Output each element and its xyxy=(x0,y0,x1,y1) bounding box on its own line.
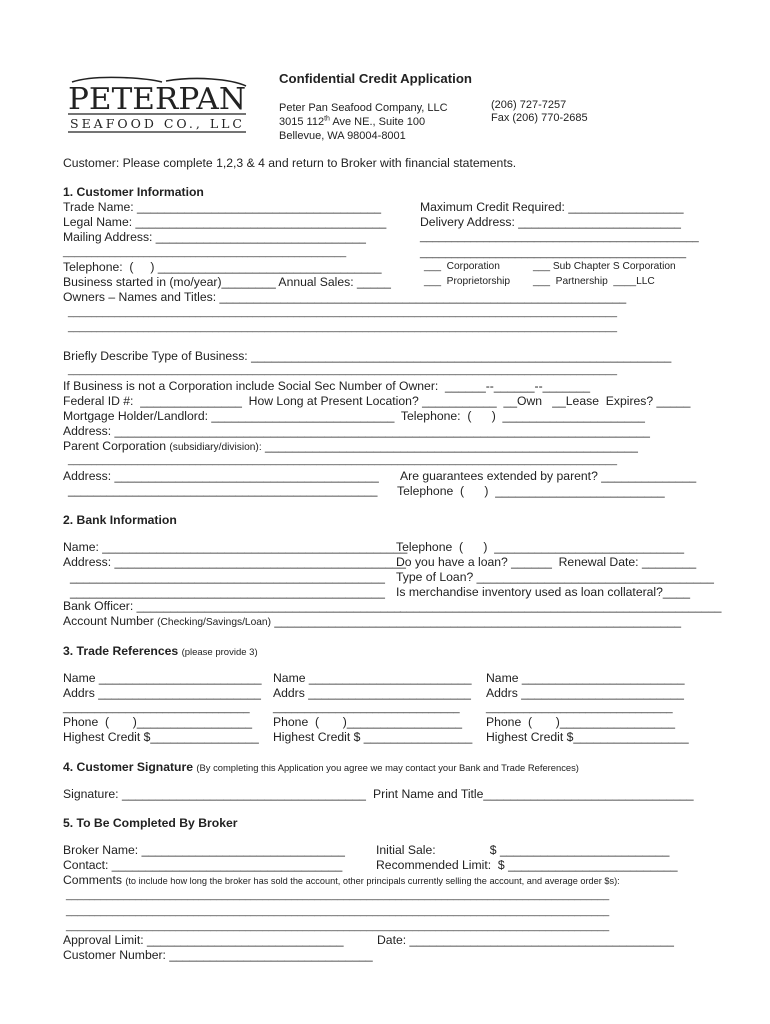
landlord-address-field[interactable]: Address: _______________________________________________________________________________ xyxy=(63,424,650,438)
reference1-credit[interactable]: Highest Credit $________________ xyxy=(63,730,259,744)
approval-date-field[interactable]: Date: _______________________________________ xyxy=(377,933,674,947)
reference2-name[interactable]: Name ________________________ xyxy=(273,671,472,685)
telephone-field[interactable]: Telephone: ( ) _________________________________ xyxy=(63,260,382,274)
section4-heading: 4. Customer Signature (By completing this Application you agree we may contact your Bank and Trade References) xyxy=(63,760,579,774)
parent-address-field[interactable]: Address: _______________________________________ xyxy=(63,469,379,483)
peterpan-logo xyxy=(66,76,248,134)
reference2-phone[interactable]: Phone ( )_________________ xyxy=(273,715,463,729)
bank-address-line2[interactable]: ________________________________________________ xyxy=(70,570,385,584)
delivery-address-field[interactable]: Delivery Address: ________________________ xyxy=(420,215,681,229)
customer-number-field[interactable]: Customer Number: ______________________________ xyxy=(63,948,373,962)
initial-sale-field[interactable]: Initial Sale: $ _________________________ xyxy=(376,843,670,857)
business-type-line2[interactable]: _______________________________________________________________________________________________ xyxy=(68,365,617,376)
max-credit-field[interactable]: Maximum Credit Required: _________________ xyxy=(420,200,684,214)
comments-line1[interactable]: ______________________________________________________________________________________________ xyxy=(66,890,610,901)
account-number-field[interactable]: Account Number (Checking/Savings/Loan) ____________________________________________________________ xyxy=(63,614,682,628)
mailing-address-line2[interactable]: _________________________________________________ xyxy=(63,247,347,258)
form-title: Confidential Credit Application xyxy=(279,71,472,86)
reference3-phone[interactable]: Phone ( )_________________ xyxy=(486,715,676,729)
section1-heading: 1. Customer Information xyxy=(63,185,204,199)
proprietorship-option[interactable]: ___ Proprietorship xyxy=(424,276,511,287)
owners-line3[interactable]: _______________________________________________________________________________________________ xyxy=(68,322,617,333)
instruction-text: Customer: Please complete 1,2,3 & 4 and return to Broker with financial statements. xyxy=(63,156,517,170)
company-address: 3015 112th Ave NE., Suite 100 xyxy=(279,115,426,128)
owners-field[interactable]: Owners – Names and Titles: ____________________________________________________________ xyxy=(63,290,627,304)
mortgage-holder-field[interactable]: Mortgage Holder/Landlord: ___________________________ Telephone: ( ) _____________________ xyxy=(63,409,645,423)
owners-line2[interactable]: _______________________________________________________________________________________________ xyxy=(68,307,617,318)
federal-id-field[interactable]: Federal ID #: _______________ How Long at Present Location? ___________ __Own __Lease Expires? _____ xyxy=(63,394,691,408)
approval-limit-field[interactable]: Approval Limit: _____________________________ xyxy=(63,933,344,947)
corporation-option[interactable]: ___ Corporation xyxy=(424,261,500,272)
bank-address-line3[interactable]: ________________________________________________ xyxy=(70,585,385,599)
reference3-name[interactable]: Name ________________________ xyxy=(486,671,685,685)
legal-name-field[interactable]: Legal Name: _____________________________________ xyxy=(63,215,387,229)
reference3-address-line2[interactable]: ______________________________ xyxy=(486,702,673,714)
loan-type-field[interactable]: Type of Loan? ___________________________________ xyxy=(396,570,714,584)
subchapter-s-option[interactable]: ___ Sub Chapter S Corporation xyxy=(533,261,676,272)
parent-corporation-line2[interactable]: _______________________________________________________________________________________________ xyxy=(68,455,617,466)
business-started-field[interactable]: Business started in (mo/year)________ Annual Sales: _____ xyxy=(63,275,391,289)
collateral-field[interactable]: Is merchandise inventory used as loan collateral?____ xyxy=(396,585,691,599)
bank-address-field[interactable]: Address: ___________________________________________ xyxy=(63,555,406,569)
parent-corporation-field[interactable]: Parent Corporation (subsidiary/division): _______________________________________________________ xyxy=(63,439,638,453)
reference1-address-line2[interactable]: ______________________________ xyxy=(63,702,250,714)
logo-graphic xyxy=(66,76,248,134)
bank-officer-line2[interactable]: _________________________________________________ xyxy=(400,599,722,613)
section5-heading: 5. To Be Completed By Broker xyxy=(63,816,238,830)
loan-renewal-field[interactable]: Do you have a loan? ______ Renewal Date: ________ xyxy=(396,555,697,569)
reference1-phone[interactable]: Phone ( )_________________ xyxy=(63,715,253,729)
parent-address-line2[interactable]: ________________________________________________ xyxy=(68,484,378,497)
print-name-title-field[interactable]: Print Name and Title_______________________________ xyxy=(373,787,694,801)
reference3-credit[interactable]: Highest Credit $_________________ xyxy=(486,730,689,744)
delivery-address-line3[interactable]: __________________________________________ xyxy=(420,247,687,259)
parent-telephone-field[interactable]: Telephone ( ) _________________________ xyxy=(397,484,665,498)
company-fax: Fax (206) 770-2685 xyxy=(491,112,588,124)
company-phone: (206) 727-7257 xyxy=(491,99,567,111)
logo-wordmark: PETERPAN xyxy=(68,82,247,117)
delivery-address-line2[interactable]: ____________________________________________ xyxy=(420,231,699,243)
mailing-address-field[interactable]: Mailing Address: _______________________________ xyxy=(63,230,366,244)
broker-name-field[interactable]: Broker Name: ______________________________ xyxy=(63,843,345,857)
comments-label: Comments (to include how long the broker has sold the account, other principals currently selling the account, and average order $s): xyxy=(63,873,620,887)
section2-heading: 2. Bank Information xyxy=(63,513,177,527)
bank-officer-field[interactable]: Bank Officer: _______________________________________ xyxy=(63,599,401,613)
company-city: Bellevue, WA 98004-8001 xyxy=(279,130,406,142)
reference2-credit[interactable]: Highest Credit $ ________________ xyxy=(273,730,473,744)
reference1-address[interactable]: Addrs ________________________ xyxy=(63,686,261,700)
bank-name-field[interactable]: Name: _____________________________________________ xyxy=(63,540,408,554)
reference2-address-line2[interactable]: ______________________________ xyxy=(273,702,460,714)
section3-heading: 3. Trade References (please provide 3) xyxy=(63,644,258,658)
business-type-field[interactable]: Briefly Describe Type of Business: ______________________________________________________________ xyxy=(63,349,672,363)
comments-line2[interactable]: ______________________________________________________________________________________________ xyxy=(66,906,610,917)
logo-subtitle: SEAFOOD CO., LLC xyxy=(70,116,242,131)
reference1-name[interactable]: Name ________________________ xyxy=(63,671,262,685)
comments-line3[interactable]: ______________________________________________________________________________________________ xyxy=(66,921,610,932)
reference2-address[interactable]: Addrs ________________________ xyxy=(273,686,471,700)
bank-telephone-field[interactable]: Telephone ( ) ____________________________ xyxy=(396,540,685,554)
signature-field[interactable]: Signature: ____________________________________ xyxy=(63,787,366,801)
reference3-address[interactable]: Addrs ________________________ xyxy=(486,686,684,700)
ssn-field[interactable]: If Business is not a Corporation include Social Sec Number of Owner: ______--______--_______ xyxy=(63,379,591,393)
partnership-llc-option[interactable]: ___ Partnership ____LLC xyxy=(533,276,655,287)
contact-field[interactable]: Contact: __________________________________ xyxy=(63,858,343,872)
company-name: Peter Pan Seafood Company, LLC xyxy=(279,102,448,114)
recommended-limit-field[interactable]: Recommended Limit: $ _________________________ xyxy=(376,858,678,872)
guarantees-field[interactable]: Are guarantees extended by parent? ______________ xyxy=(400,469,697,483)
trade-name-field[interactable]: Trade Name: ____________________________________ xyxy=(63,200,382,214)
